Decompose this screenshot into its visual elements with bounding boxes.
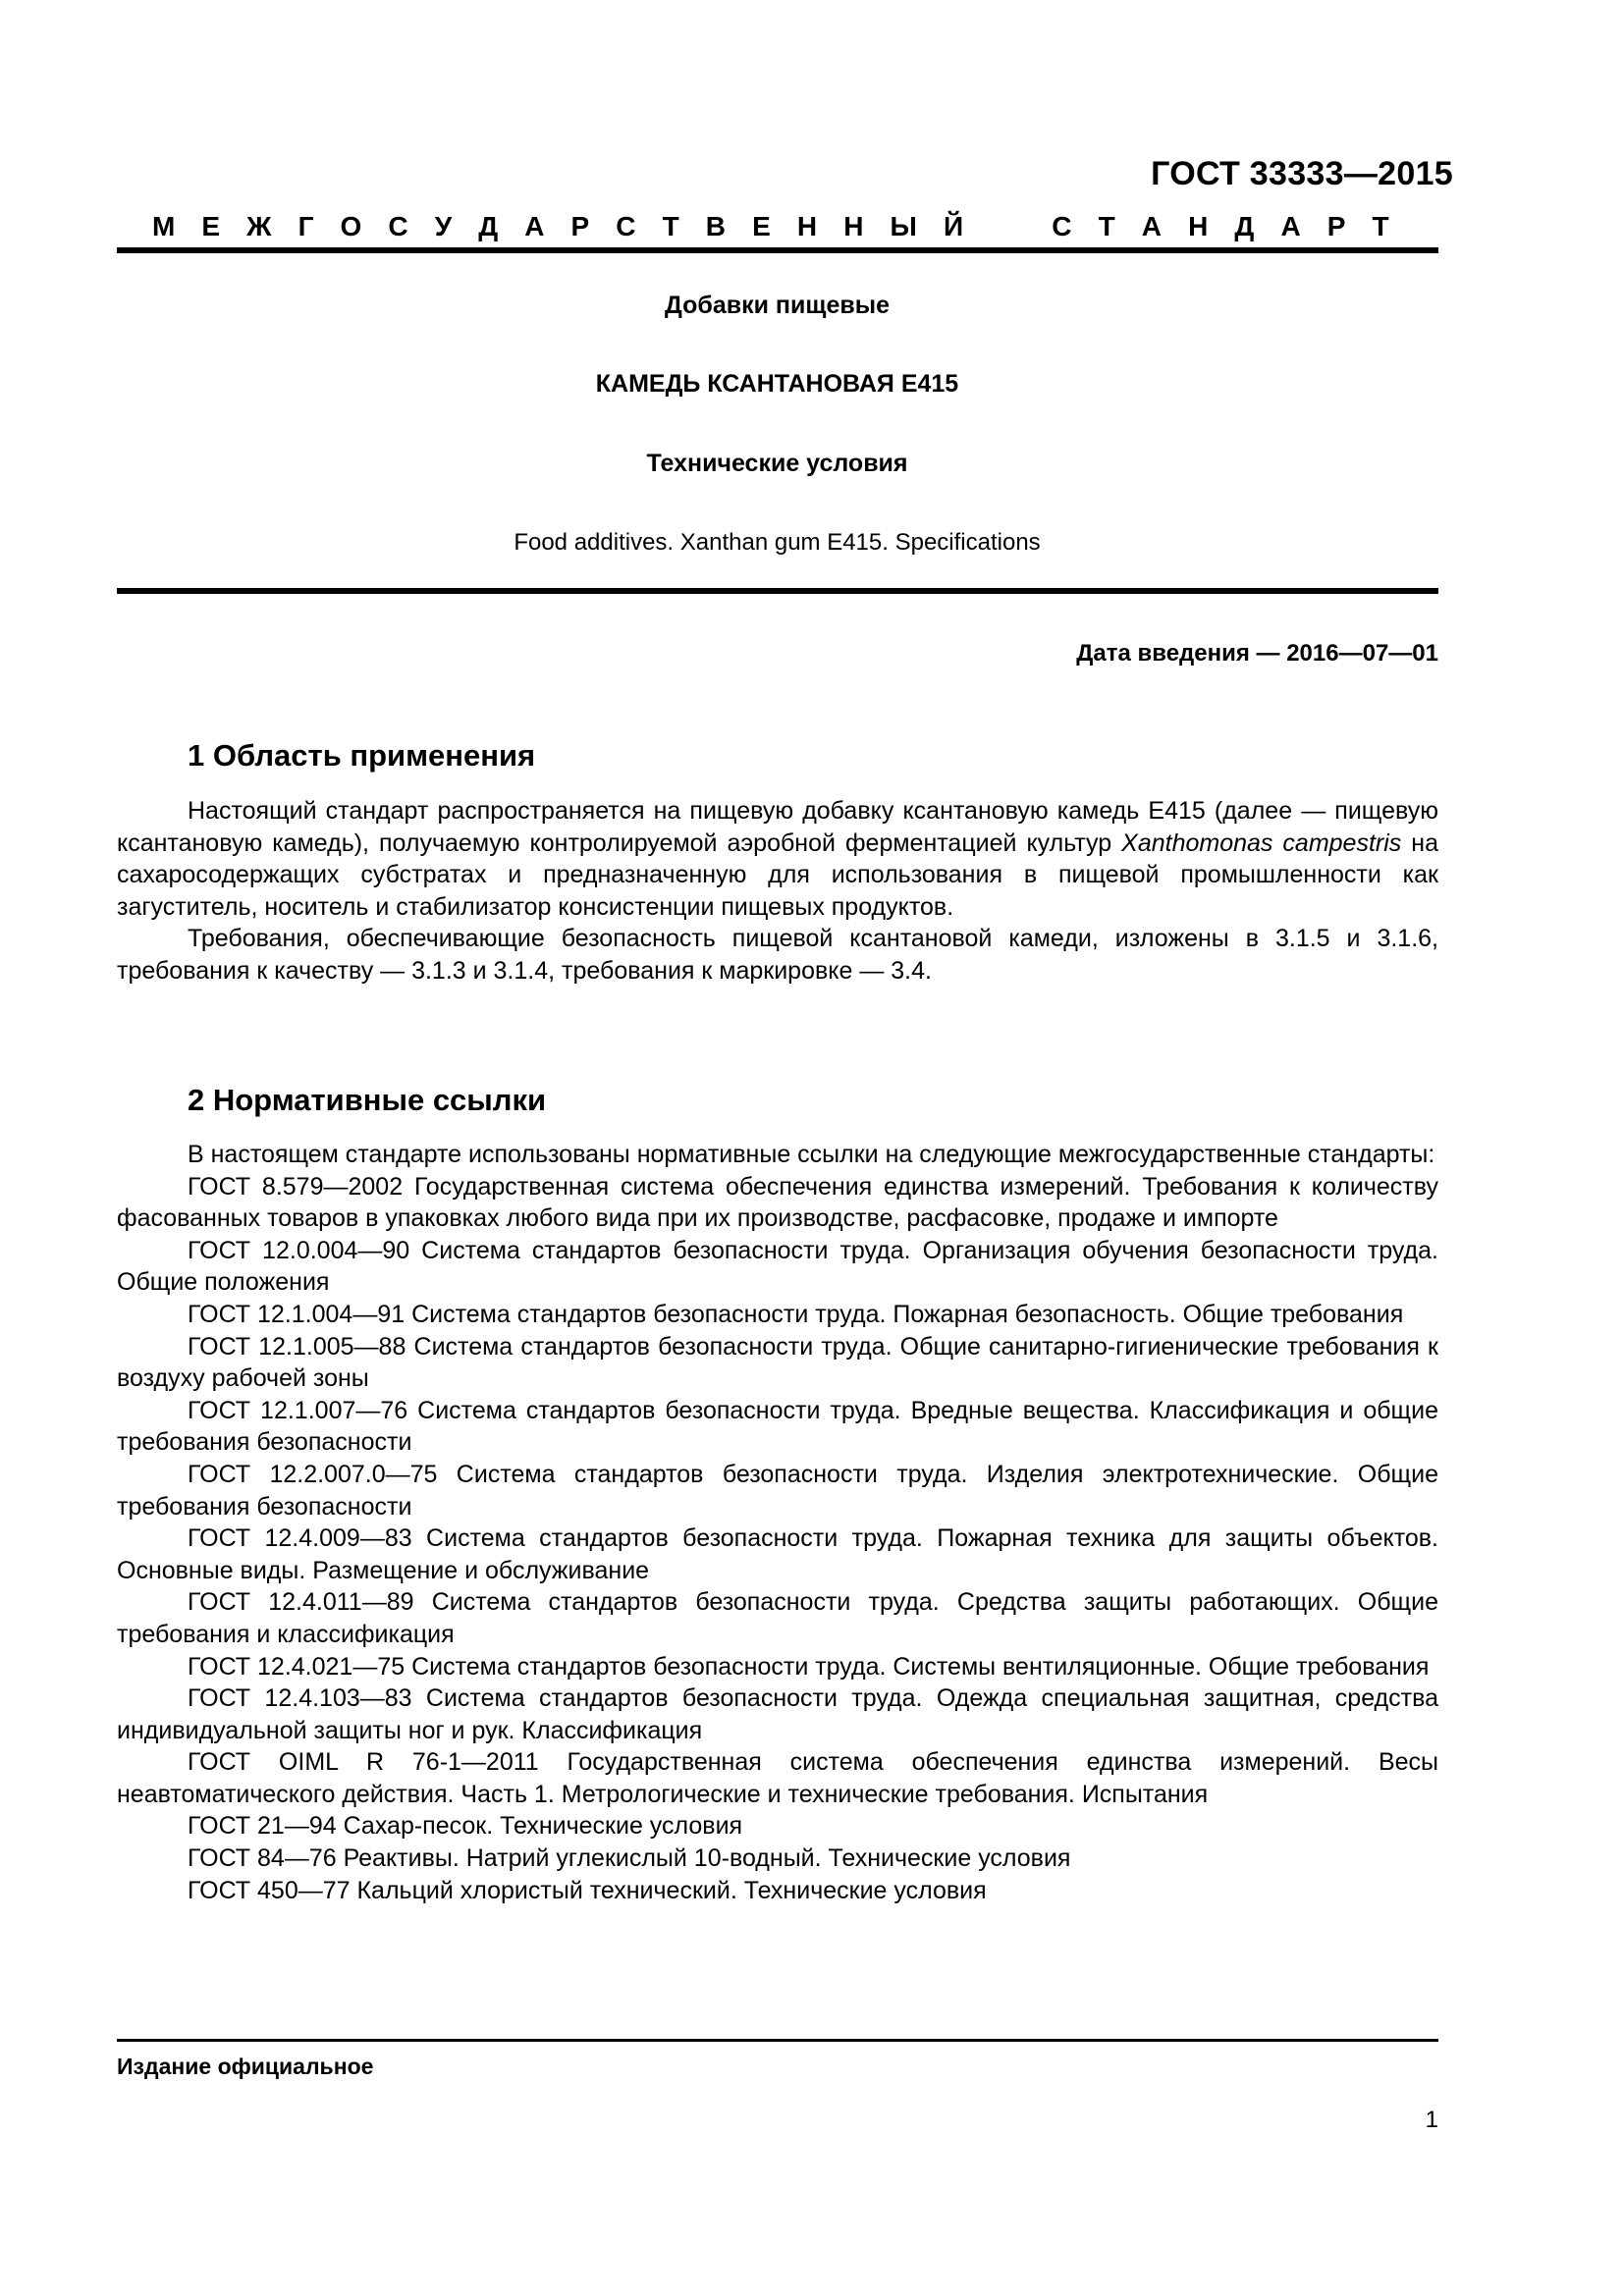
reference-item: ГОСТ 12.4.009—83 Система стандартов безопасности труда. Пожарная техника для защиты объектов. Основные виды. Размещение и обслуживание [117,1524,1438,1584]
standard-type-letter: Г [298,211,314,241]
standard-type-gap [990,211,1025,242]
standard-type-letter: Т [1372,211,1389,241]
standard-type-letter: Ж [246,211,272,241]
reference-item: ГОСТ 12.0.004—90 Система стандартов безопасности труда. Организация обучения безопасности труда. Общие положения [117,1236,1438,1297]
standard-type-letter: В [705,211,727,241]
header-rule [117,247,1438,253]
edition-note: Издание официальное [117,2054,374,2079]
reference-item: ГОСТ 12.2.007.0—75 Система стандартов безопасности труда. Изделия электротехнические. Общие требования безопасности [117,1460,1438,1521]
standard-type-letter: С [616,211,636,241]
reference-item: ГОСТ 84—76 Реактивы. Натрий углекислый 10-водный. Технические условия [188,1844,1071,1873]
standard-type-letter: Е [201,211,221,241]
reference-item: ГОСТ 12.4.103—83 Система стандартов безопасности труда. Одежда специальная защитная, средства индивидуальной защиты ног и рук. Классификация [117,1684,1438,1744]
standard-type-letter: А [1141,211,1163,241]
reference-item: ГОСТ 12.1.005—88 Система стандартов безопасности труда. Общие санитарно-гигиенические требования к воздуху рабочей зоны [117,1332,1438,1393]
section1-body [117,795,1438,988]
standard-type-letter: О [340,211,362,241]
title-rule [117,588,1438,594]
reference-item: ГОСТ 450—77 Кальций хлористый технический. Технические условия [188,1876,987,1904]
reference-item: ГОСТ 12.4.021—75 Система стандартов безопасности труда. Системы вентиляционные. Общие требования [188,1652,1430,1681]
standard-type-letter: Т [1098,211,1115,241]
standard-type-letter: У [434,211,453,241]
standard-type-letter: Н [1188,211,1209,241]
reference-item: ГОСТ 8.579—2002 Государственная система обеспечения единства измерений. Требования к количеству фасованных товаров в упаковках любого вида при их производстве, расфасовке, продаже и импорте [117,1172,1438,1233]
standard-type-letter: М [152,211,176,241]
standard-type-letter: Е [752,211,771,241]
standard-type-letter: С [388,211,408,241]
title-subtitle: Технические условия [646,450,908,477]
footer-rule [117,2039,1438,2042]
standard-type [152,211,1389,242]
reference-item: ГОСТ 21—94 Сахар-песок. Технические условия [188,1812,743,1841]
standard-type-letter: Н [843,211,864,241]
standard-type-letter: Ы [890,211,917,241]
standard-type-letter: Н [796,211,818,241]
section2-body [117,1139,1438,1906]
standard-type-letter: Д [478,211,499,241]
standard-type-letter: С [1052,211,1072,241]
reference-item: ГОСТ 12.1.004—91 Система стандартов безопасности труда. Пожарная безопасность. Общие требования [188,1300,1404,1328]
title-name: КАМЕДЬ КСАНТАНОВАЯ Е415 [595,370,959,398]
section1-paragraph-1: Настоящий стандарт распространяется на пищевую добавку ксантановую камедь Е415 (далее — пищевую ксантановую камедь), получаемую контролируемой аэробной ферментацией культур Xanthomonas campestris на сахаросодержащих субстратах и предназначенную для использования в пищевой промышленности как загуститель, носитель и стабилизатор консистенции пищевых продуктов. [117,797,1439,921]
reference-item: ГОСТ OIML R 76-1—2011 Государственная система обеспечения единства измерений. Весы неавтоматического действия. Часть 1. Метрологические и технические требования. Испытания [117,1748,1438,1808]
title-group: Добавки пищевые [664,292,891,319]
section2-intro: В настоящем стандарте использованы нормативные ссылки на следующие межгосударственные стандарты: [188,1141,1435,1168]
reference-item: ГОСТ 12.1.007—76 Система стандартов безопасности труда. Вредные вещества. Классификация и общие требования безопасности [117,1396,1438,1457]
reference-item: ГОСТ 12.4.011—89 Система стандартов безопасности труда. Средства защиты работающих. Общие требования и классификация [117,1588,1438,1648]
standard-type-letter: А [1280,211,1301,241]
standard-type-letter: Т [662,211,679,241]
date-intro: Дата введения — 2016—07—01 [1076,640,1438,667]
section1-title: 1 Область применения [188,738,536,773]
title-english: Food additives. Xanthan gum E415. Specifications [514,529,1041,556]
standard-type-letter: Д [1234,211,1255,241]
gost-number: ГОСТ 33333—2015 [1151,155,1453,192]
page-number: 1 [1425,2107,1438,2133]
section2-title: 2 Нормативные ссылки [188,1083,547,1117]
standard-type-letter: Р [570,211,590,241]
standard-type-letter: Р [1326,211,1346,241]
standard-type-letter: А [524,211,545,241]
section1-paragraph-2: Требования, обеспечивающие безопасность пищевой ксантановой камеди, изложены в 3.1.5 и 3.1.6, требования к качеству — 3.1.3 и 3.1.4, требования к маркировке — 3.4. [117,925,1438,985]
standard-type-letter: Й [944,211,964,241]
